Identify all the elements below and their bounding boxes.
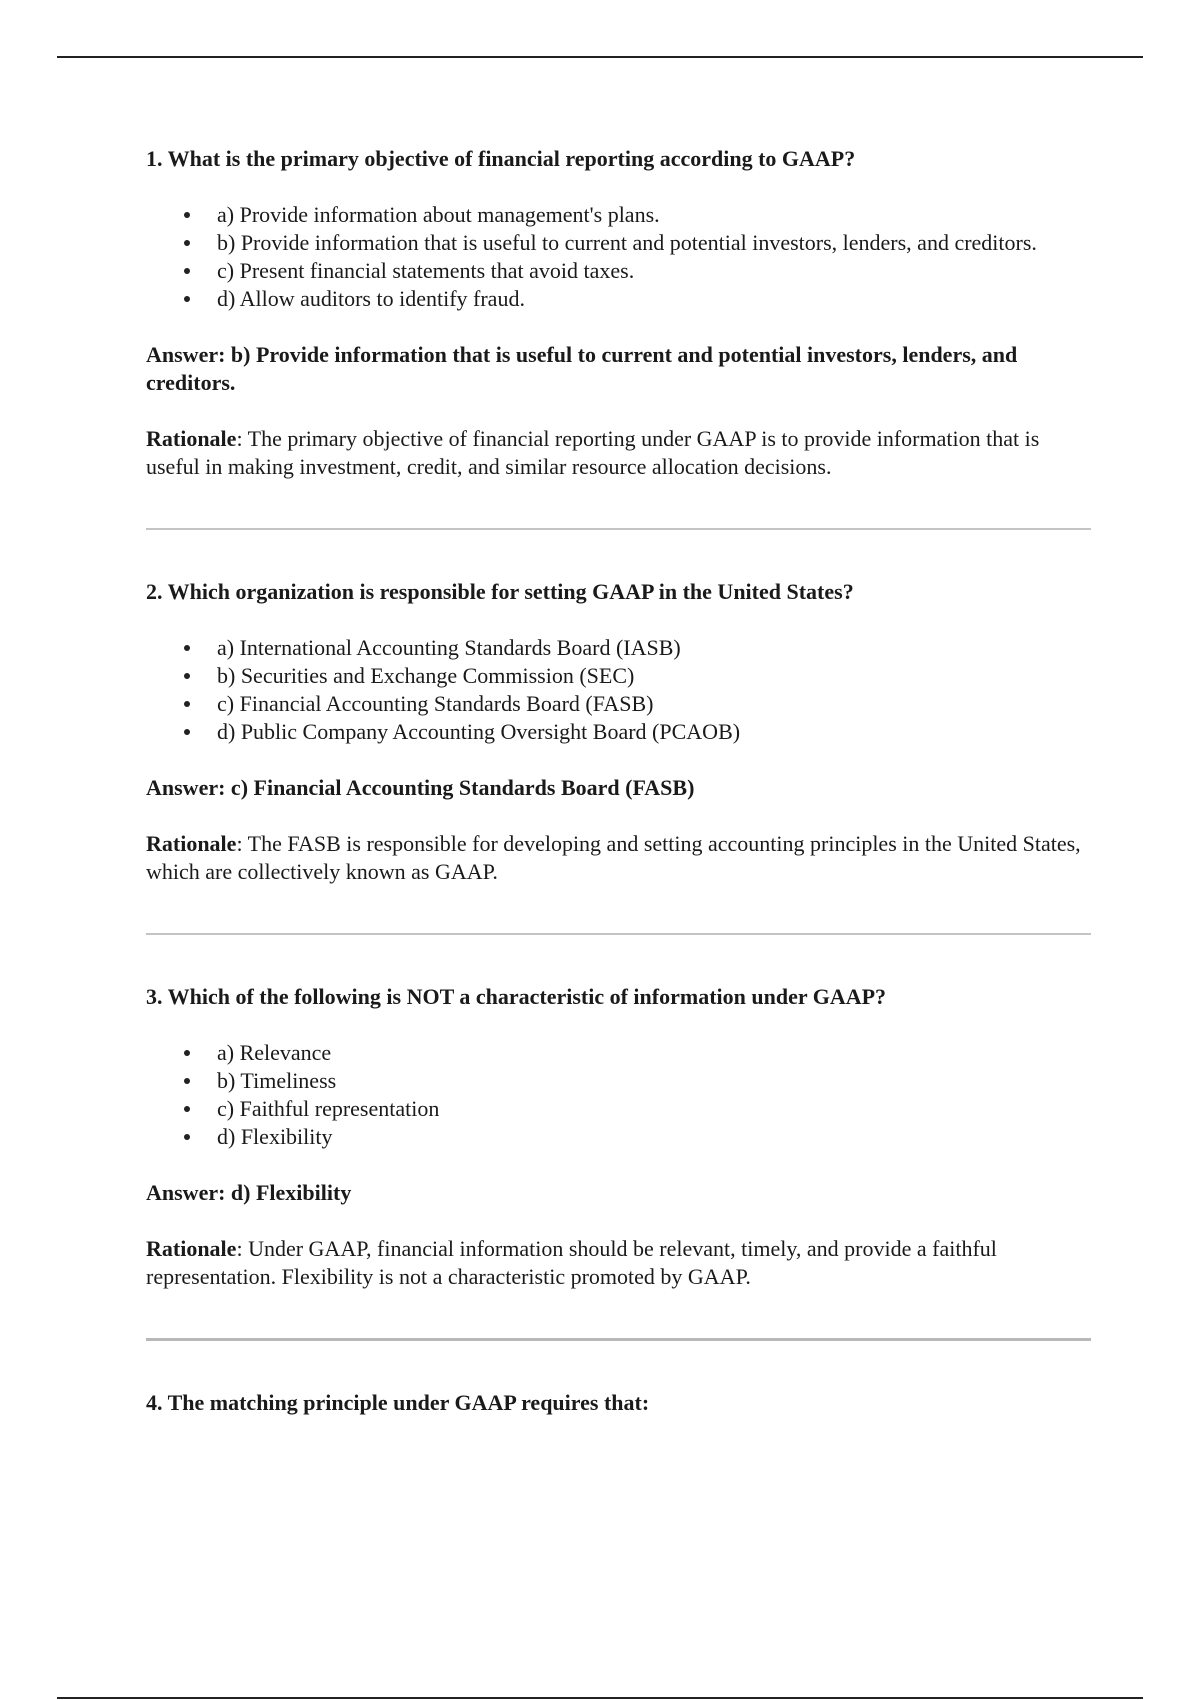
- rationale-label: Rationale: [146, 1236, 237, 1261]
- answer-text: Answer: d) Flexibility: [146, 1180, 352, 1205]
- option-item: a) Provide information about management's plans.: [217, 201, 1091, 229]
- question-title: 1. What is the primary objective of financial reporting according to GAAP?: [146, 146, 856, 171]
- rationale-label: Rationale: [146, 426, 237, 451]
- document-body: [146, 145, 1091, 1445]
- section-divider: [146, 933, 1091, 935]
- section-divider: [146, 1338, 1091, 1341]
- rationale: [146, 830, 1091, 886]
- question-title: 2. Which organization is responsible for setting GAAP in the United States?: [146, 579, 854, 604]
- option-item: a) International Accounting Standards Board (IASB): [217, 634, 1091, 662]
- option-item: b) Provide information that is useful to current and potential investors, lenders, and creditors.: [217, 229, 1091, 257]
- question-title: 3. Which of the following is NOT a characteristic of information under GAAP?: [146, 984, 887, 1009]
- answer-options: [146, 634, 1091, 746]
- rationale-text: : Under GAAP, financial information should be relevant, timely, and provide a faithful representation. Flexibility is not a characteristic promoted by GAAP.: [146, 1236, 997, 1289]
- option-item: c) Faithful representation: [217, 1095, 1091, 1123]
- question-3: [146, 983, 1091, 1291]
- rationale-label: Rationale: [146, 831, 237, 856]
- section-divider: [146, 528, 1091, 530]
- answer-options: [146, 1039, 1091, 1151]
- question-2: [146, 578, 1091, 886]
- question-title: 4. The matching principle under GAAP requires that:: [146, 1390, 650, 1415]
- answer-text: Answer: b) Provide information that is useful to current and potential investors, lenders, and creditors.: [146, 342, 1018, 395]
- option-item: d) Flexibility: [217, 1123, 1091, 1151]
- rationale: [146, 425, 1091, 481]
- answer-options: [146, 201, 1091, 313]
- page-bottom-rule: [57, 1697, 1143, 1699]
- page-top-rule: [57, 56, 1143, 58]
- option-item: c) Present financial statements that avoid taxes.: [217, 257, 1091, 285]
- option-item: b) Timeliness: [217, 1067, 1091, 1095]
- question-4: [146, 1389, 1091, 1417]
- answer-text: Answer: c) Financial Accounting Standards Board (FASB): [146, 775, 695, 800]
- rationale-text: : The FASB is responsible for developing and setting accounting principles in the United States, which are collectively known as GAAP.: [146, 831, 1081, 884]
- option-item: c) Financial Accounting Standards Board (FASB): [217, 690, 1091, 718]
- option-item: a) Relevance: [217, 1039, 1091, 1067]
- option-item: b) Securities and Exchange Commission (SEC): [217, 662, 1091, 690]
- option-item: d) Allow auditors to identify fraud.: [217, 285, 1091, 313]
- question-1: [146, 145, 1091, 481]
- option-item: d) Public Company Accounting Oversight Board (PCAOB): [217, 718, 1091, 746]
- rationale-text: : The primary objective of financial reporting under GAAP is to provide information that is useful in making investment, credit, and similar resource allocation decisions.: [146, 426, 1040, 479]
- rationale: [146, 1235, 1091, 1291]
